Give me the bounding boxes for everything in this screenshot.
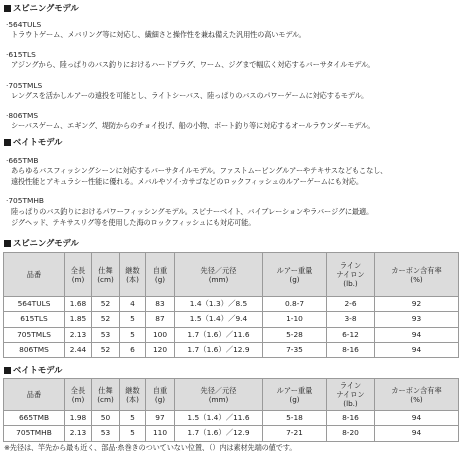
cell-closed-length: 53	[92, 426, 120, 441]
model-desc-806tms: シーバスゲーム、エギング、堤防からのチョイ投げ、船の小物、ボート釣り等に対応するオールラウンダーモデル。	[11, 121, 375, 130]
cell-model: 705TMLS	[4, 327, 65, 342]
model-name-665tmb: ·665TMB	[6, 156, 39, 165]
cell-tip-butt: 1.7（1.6）／11.6	[175, 327, 263, 342]
model-name-705tmls: ·705TMLS	[6, 81, 43, 90]
cell-closed-length: 52	[92, 342, 120, 357]
cell-model: 705TMHB	[4, 426, 65, 441]
model-name-806tms: ·806TMS	[6, 111, 39, 120]
cell-pieces: 5	[120, 426, 146, 441]
cell-model: 806TMS	[4, 342, 65, 357]
header-pieces: 継数 (本)	[120, 253, 146, 297]
cell-line: 3-8	[327, 312, 375, 327]
model-desc-615tls: アジングから、陸っぱりのバス釣りにおけるハードプラグ、ワーム、ジグまで幅広く対応するバーサタイルモデル。	[11, 60, 375, 69]
header-line: ライン ナイロン (lb.)	[327, 379, 375, 411]
model-name-705tmhb: ·705TMHB	[6, 196, 44, 205]
cell-pieces: 5	[120, 312, 146, 327]
cell-lure-weight: 5-18	[263, 411, 327, 426]
header-line: ライン ナイロン (lb.)	[327, 253, 375, 297]
header-model: 品番	[4, 379, 65, 411]
cell-line: 8-16	[327, 342, 375, 357]
cell-lure-weight: 7-21	[263, 426, 327, 441]
header-closed-length: 仕舞 (cm)	[92, 253, 120, 297]
cell-carbon: 94	[375, 327, 459, 342]
bait-table-header-row	[4, 379, 459, 411]
header-length: 全長 (m)	[65, 253, 92, 297]
bait-spec-table	[3, 378, 459, 442]
cell-weight: 100	[146, 327, 175, 342]
cell-pieces: 6	[120, 342, 146, 357]
table-row	[4, 297, 459, 312]
cell-weight: 83	[146, 297, 175, 312]
cell-tip-butt: 1.5（1.4）／9.4	[175, 312, 263, 327]
cell-length: 1.85	[65, 312, 92, 327]
cell-length: 2.44	[65, 342, 92, 357]
cell-lure-weight: 0.8-7	[263, 297, 327, 312]
cell-weight: 110	[146, 426, 175, 441]
cell-model: 615TLS	[4, 312, 65, 327]
cell-closed-length: 52	[92, 312, 120, 327]
cell-length: 2.13	[65, 426, 92, 441]
cell-tip-butt: 1.5（1.4）／11.6	[175, 411, 263, 426]
cell-length: 1.98	[65, 411, 92, 426]
model-name-615tls: ·615TLS	[6, 50, 36, 59]
header-model: 品番	[4, 253, 65, 297]
cell-carbon: 94	[375, 342, 459, 357]
table-row	[4, 312, 459, 327]
model-desc-665tmb-line2: 遠投性能とアキュラシー性能に優れる。メバルやソイ·カサゴなどのロックフィッシュのルアーゲームにも対応。	[11, 177, 363, 186]
header-pieces: 継数 (本)	[120, 379, 146, 411]
cell-line: 6-12	[327, 327, 375, 342]
spinning-table-heading: スピニングモデル	[4, 238, 79, 249]
model-desc-564tuls: トラウトゲーム、メバリング等に対応し、繊細さと操作性を兼ね備えた汎用性の高いモデル。	[11, 30, 306, 39]
square-bullet-icon	[4, 240, 11, 247]
cell-tip-butt: 1.7（1.6）／12.9	[175, 426, 263, 441]
model-desc-705tmls: レングスを活かしルアーの遠投を可能とし、ライトシーバス、陸っぱりのバスのパワーゲームに対応するモデル。	[11, 91, 369, 100]
spinning-models-heading: スピニングモデル	[4, 3, 79, 14]
model-desc-665tmb-line1: あらゆるバスフィッシングシーンに対応するバーサタイルモデル。ファストムービングルアーやテキサスなどもこなし、	[11, 166, 388, 175]
cell-line: 8-16	[327, 411, 375, 426]
table-row	[4, 327, 459, 342]
cell-lure-weight: 5-28	[263, 327, 327, 342]
cell-tip-butt: 1.4（1.3）／8.5	[175, 297, 263, 312]
cell-weight: 97	[146, 411, 175, 426]
header-carbon: カーボン含有率 (%)	[375, 253, 459, 297]
cell-line: 2-6	[327, 297, 375, 312]
header-lure-weight: ルアー重量 (g)	[263, 253, 327, 297]
bait-table-heading: ベイトモデル	[4, 365, 62, 376]
cell-lure-weight: 1-10	[263, 312, 327, 327]
header-closed-length: 仕舞 (cm)	[92, 379, 120, 411]
square-bullet-icon	[4, 139, 11, 146]
cell-pieces: 4	[120, 297, 146, 312]
square-bullet-icon	[4, 5, 11, 12]
cell-model: 564TULS	[4, 297, 65, 312]
header-carbon: カーボン含有率 (%)	[375, 379, 459, 411]
square-bullet-icon	[4, 367, 11, 374]
cell-length: 2.13	[65, 327, 92, 342]
header-weight: 自重 (g)	[146, 379, 175, 411]
spinning-table-header-row	[4, 253, 459, 297]
cell-closed-length: 52	[92, 297, 120, 312]
header-tip-butt-diameter: 先径／元径 (mm)	[175, 379, 263, 411]
table-row	[4, 342, 459, 357]
header-weight: 自重 (g)	[146, 253, 175, 297]
footnote: ※先径は、竿先から最も近く、部品·糸巻きのついていない位置、（）内は素材先端の値です。	[4, 443, 297, 452]
cell-weight: 87	[146, 312, 175, 327]
cell-carbon: 94	[375, 411, 459, 426]
header-lure-weight: ルアー重量 (g)	[263, 379, 327, 411]
cell-pieces: 5	[120, 327, 146, 342]
bait-models-heading: ベイトモデル	[4, 137, 62, 148]
cell-lure-weight: 7-35	[263, 342, 327, 357]
header-tip-butt-diameter: 先径／元径 (mm)	[175, 253, 263, 297]
cell-carbon: 94	[375, 426, 459, 441]
header-length: 全長 (m)	[65, 379, 92, 411]
model-desc-705tmhb-line2: ジグヘッド、テキサスリグ等を使用した海のロックフィッシュにも対応可能。	[11, 218, 256, 227]
cell-carbon: 92	[375, 297, 459, 312]
cell-model: 665TMB	[4, 411, 65, 426]
cell-weight: 120	[146, 342, 175, 357]
cell-closed-length: 50	[92, 411, 120, 426]
cell-length: 1.68	[65, 297, 92, 312]
table-row	[4, 411, 459, 426]
table-row	[4, 426, 459, 441]
cell-pieces: 5	[120, 411, 146, 426]
model-name-564tuls: ·564TULS	[6, 20, 42, 29]
cell-line: 8-20	[327, 426, 375, 441]
cell-carbon: 93	[375, 312, 459, 327]
spinning-spec-table	[3, 252, 459, 358]
cell-tip-butt: 1.7（1.6）／12.9	[175, 342, 263, 357]
model-desc-705tmhb-line1: 陸っぱりのバス釣りにおけるパワーフィッシングモデル。スピナーベイト、バイブレーションやラバージグに最適。	[11, 207, 374, 216]
cell-closed-length: 53	[92, 327, 120, 342]
